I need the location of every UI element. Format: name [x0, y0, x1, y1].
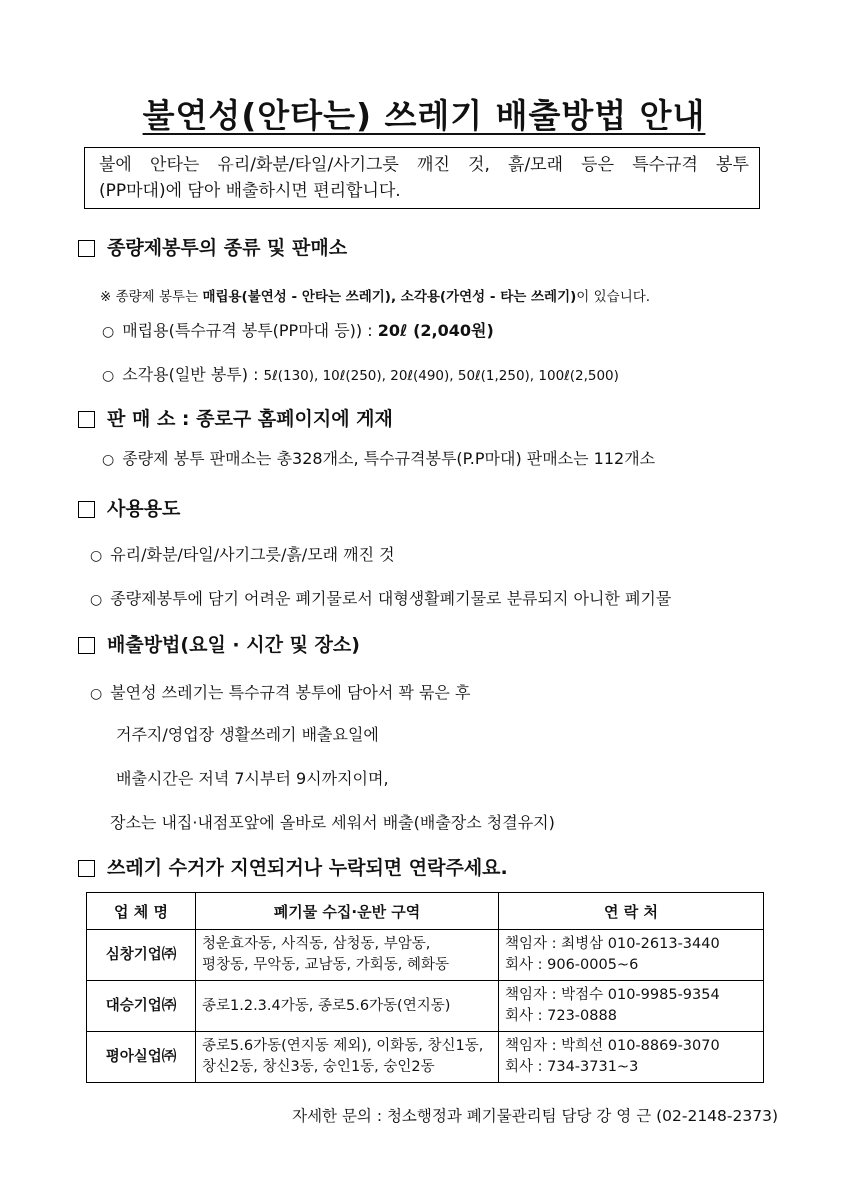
intro-word: 흙/모래 [508, 155, 564, 175]
footer-inquiry: 자세한 문의 : 청소행정과 폐기물관리팀 담당 강 영 근 (02-2148-2373) [292, 1107, 778, 1125]
intro-word: 특수규격 [632, 155, 698, 175]
circle-bullet-icon: ○ [102, 368, 115, 384]
intro-word: 등은 [581, 155, 615, 175]
intro-word: 불에 [99, 155, 132, 175]
table-row [87, 930, 764, 981]
circle-bullet-icon: ○ [102, 452, 115, 468]
circle-bullet-icon: ○ [102, 324, 115, 340]
page-title: 불연성(안타는) 쓰레기 배출방법 안내 [142, 96, 706, 135]
intro-box [84, 147, 760, 209]
intro-word: 봉투 [716, 155, 749, 175]
service-area: 종로5.6가동(연지동 제외), 이화동, 창신1동, 창신2동, 창신3동, 숭인1동, 숭인2동 [196, 1032, 499, 1083]
checkbox-icon [78, 637, 95, 654]
header-company: 업 체 명 [87, 893, 196, 930]
service-area: 종로1.2.3.4가동, 종로5.6가동(연지동) [196, 981, 499, 1032]
header-area: 폐기물 수집·운반 구역 [196, 893, 499, 930]
contact-table [86, 892, 764, 1083]
stores-count-item: ○ 종량제 봉투 판매소는 총328개소, 특수규격봉투(P.P마대) 판매소는 112개소 [102, 449, 656, 468]
contact-info: 책임자 : 박희선 010-8869-3070 회사 : 734-3731~3 [499, 1032, 764, 1083]
disposal-line-4: 장소는 내집·내점포앞에 올바로 세워서 배출(배출장소 청결유지) [110, 813, 555, 832]
checkbox-icon [78, 240, 95, 257]
table-row [87, 1032, 764, 1083]
disposal-line-1: ○ 불연성 쓰레기는 특수규격 봉투에 담아서 꽉 묶은 후 [90, 683, 471, 702]
intro-word: 유리/화분/타일/사기그릇 [217, 155, 399, 175]
section-heading-stores: 판 매 소 : 종로구 홈페이지에 게재 [78, 404, 393, 431]
landfill-bag-item: ○ 매립용(특수규격 봉투(PP마대 등)) : 20ℓ (2,040원) [102, 321, 494, 340]
circle-bullet-icon: ○ [90, 686, 103, 702]
intro-word: 것, [468, 155, 490, 175]
circle-bullet-icon: ○ [90, 592, 103, 608]
contact-info: 책임자 : 최병삼 010-2613-3440 회사 : 906-0005~6 [499, 930, 764, 981]
contact-info: 책임자 : 박점수 010-9985-9354 회사 : 723-0888 [499, 981, 764, 1032]
company-name: 심창기업㈜ [87, 930, 196, 981]
circle-bullet-icon: ○ [90, 548, 103, 564]
company-name: 평아실업㈜ [87, 1032, 196, 1083]
section-heading-usage: 사용용도 [78, 494, 180, 521]
header-contact: 연 락 처 [499, 893, 764, 930]
intro-word: 깨진 [417, 155, 450, 175]
checkbox-icon [78, 411, 95, 428]
intro-line-1 [99, 152, 749, 178]
section-heading-disposal: 배출방법(요일 · 시간 및 장소) [78, 630, 360, 657]
intro-line-2: (PP마대)에 담아 배출하시면 편리합니다. [99, 181, 401, 201]
checkbox-icon [78, 860, 95, 877]
disposal-line-3: 배출시간은 저녁 7시부터 9시까지이며, [116, 769, 389, 788]
intro-word: 안타는 [150, 155, 200, 175]
checkbox-icon [78, 501, 95, 518]
bag-note: ※ 종량제 봉투는 매립용(불연성 - 안타는 쓰레기), 소각용(가연성 - 타는 쓰레기)이 있습니다. [100, 289, 651, 305]
section-heading-contact: 쓰레기 수거가 지연되거나 누락되면 연락주세요. [78, 853, 508, 880]
disposal-line-2: 거주지/영업장 생활쓰레기 배출요일에 [116, 725, 379, 744]
table-row [87, 981, 764, 1032]
company-name: 대승기업㈜ [87, 981, 196, 1032]
service-area: 청운효자동, 사직동, 삼청동, 부암동, 평창동, 무악동, 교남동, 가회동, 혜화동 [196, 930, 499, 981]
usage-item-1: ○ 유리/화분/타일/사기그릇/흙/모래 깨진 것 [90, 545, 395, 564]
table-header-row [87, 893, 764, 930]
usage-item-2: ○ 종량제봉투에 담기 어려운 폐기물로서 대형생활폐기물로 분류되지 아니한 폐기물 [90, 589, 672, 608]
section-heading-bag-types: 종량제봉투의 종류 및 판매소 [78, 233, 347, 260]
incineration-bag-item: ○ 소각용(일반 봉투) : 5ℓ(130), 10ℓ(250), 20ℓ(490), 50ℓ(1,250), 100ℓ(2,500) [102, 365, 619, 384]
